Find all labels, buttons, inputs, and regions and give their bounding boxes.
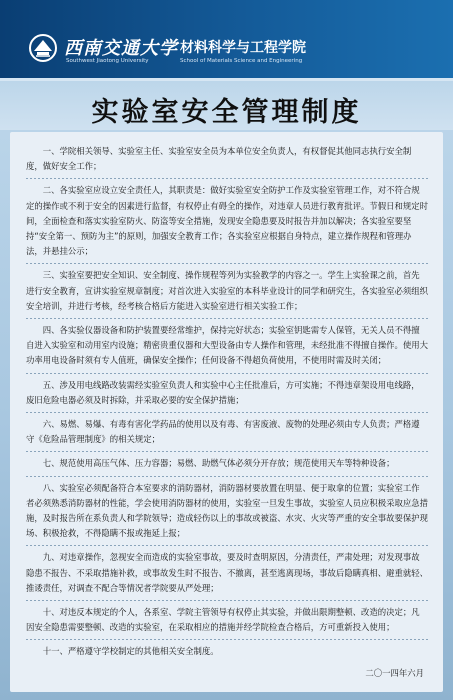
divider [26,476,428,477]
divider [26,318,428,319]
school-name-en: Southwest Jiaotong University [66,58,149,64]
regulation-item-11: 十一、严格遵守学校制定的其他相关安全制度。 [42,646,219,657]
divider [26,600,428,601]
page-title: 实验室安全管理制度 [91,97,362,128]
regulation-item-9: 九、对违章操作，忽视安全而造成的实验室事故，要及时查明原因，分清责任，严肃处理；对发现事故隐患不报告、不采取措施补救，或事故发生时不报告、不撤离，甚至逃离现场，事故后隐瞒真相、避重就轻、推诿责任，对调查不配合等情况者学院要从严处理； [26,552,428,593]
regulation-item-4: 四、各实验仪器设备和防护装置要经常维护，保持完好状态；实验室钥匙需专人保管，无关人员不得擅自进入实验室和动用室内设施；精密贵重仪器和大型设备由专人操作和管理，未经批准不得擅自操作。使用大功率用电设备时须有专人值班，确保安全操作；任何设备不得超负荷使用，不使用时需及时关闭； [26,325,428,366]
header-band [0,0,453,78]
regulation-item-2: 二、各实验室应设立安全责任人，其职责是：做好实验室安全防护工作及实验室管理工作，对不符合规定的操作或不利于安全的因素进行监督，有权停止有碍全的操作，对违章人员进行教育批评。节假日和规定时间，全面检查和落实实验室防火、防盗等安全措施，发现安全隐患要及时报告并加以解决；各实验室要坚持“安全第一、预防为主”的原则，加强安全教育工作；各实验室应根据自身特点，建立操作规程和管理办法，并悬挂公示； [26,185,428,257]
divider [26,373,428,374]
regulation-item-10: 十、对违反本规定的个人，各系室、学院主管领导有权停止其实验，并做出限期整顿、改造的决定；凡因安全隐患需要整顿、改造的实验室，在采取相应的措施并经学院检查合格后，方可重新投入使用； [26,607,420,633]
divider [26,263,428,264]
regulation-item-7: 七、规范使用高压气体、压力容器；易燃、助燃气体必须分开存放；规范使用天车等特种设备； [42,458,395,469]
college-name-cn: 材料科学与工程学院 [180,40,306,56]
divider [26,412,428,413]
issue-date: 二〇一四年六月 [365,667,424,678]
divider [26,178,428,179]
regulation-item-5: 五、涉及用电线路改装需经实验室负责人和实验中心主任批准后，方可实施；不得违章架设用电线路，废旧危险电器必须及时拆除，并采取必要的安全保护措施； [26,379,420,405]
regulation-content [26,144,428,681]
divider [26,639,428,640]
divider [26,545,428,546]
regulation-item-8: 八、实验室必须配备符合本室要求的消防器材，消防器材要放置在明显、便于取拿的位置；实验室工作者必须熟悉消防器材的性能，学会使用消防器材的使用，实验室一旦发生事故，实验室人员应积极采取应急措施，及时报告所在系负责人和学院领导；造成轻伤以上的事故或被盗、水灾、火灾等严重的安全事故要保护现场、积极抢救，不得隐瞒不报或拖延上报； [26,482,428,539]
university-emblem-icon [28,33,58,63]
regulation-item-3: 三、实验室要把安全知识、安全制度、操作规程等列为实验教学的内容之一。学生上实验课之前，首先进行安全教育，宣讲实验室规章制度；对首次进入实验室的本科毕业设计的同学和研究生，各实验室必须组织安全培训，并进行考核，经考核合格后方能进入实验室进行相关实验工作； [26,270,428,311]
divider [26,451,428,452]
college-name-en: School of Materials Science and Engineering [180,58,303,64]
regulation-item-6: 六、易燃、易爆、有毒有害化学药品的使用以及有毒、有害废液、废物的处理必须由专人负责；严格遵守《危险品管理制度》的相关规定； [26,419,420,445]
school-name-cn: 西南交通大学 [64,38,178,59]
regulation-item-1: 一、学院相关领导、实验室主任、实验室安全员为本单位安全负责人，有权督促其他同志执行安全制度，做好安全工作； [26,146,412,172]
